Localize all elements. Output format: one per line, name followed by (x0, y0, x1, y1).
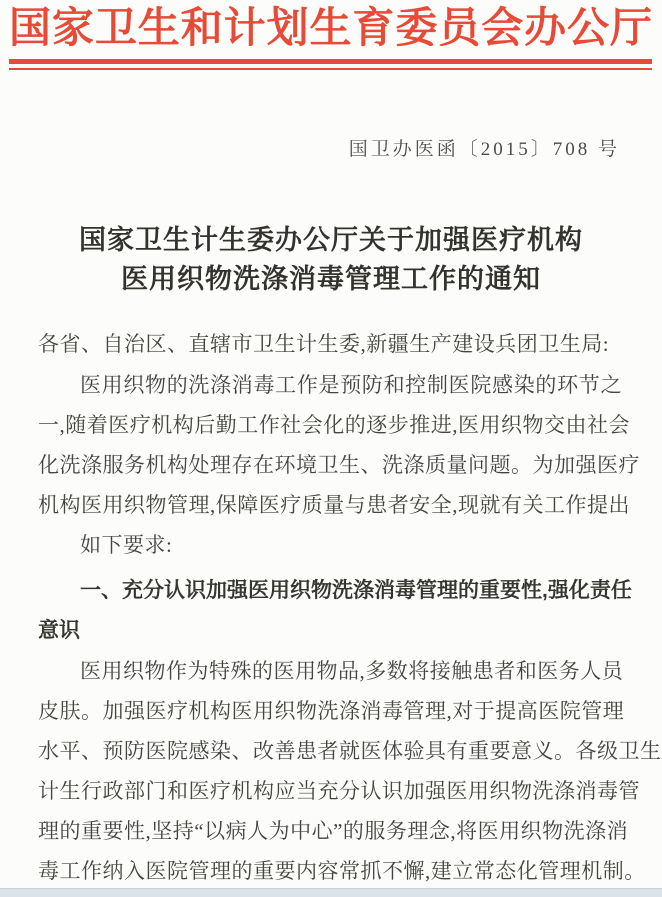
masthead-title: 国家卫生和计划生育委员会办公厅 (9, 6, 652, 52)
notice-title (0, 221, 662, 299)
masthead-rule-thick (9, 59, 652, 64)
page-bottom-strip (0, 888, 662, 897)
body-line: 机构医用织物管理,保障医疗质量与患者安全,现就有关工作提出 (38, 493, 630, 517)
body-line: 计生行政部门和医疗机构应当充分认识加强医用织物洗涤消毒管 (38, 779, 640, 803)
document-number: 国卫办医函〔2015〕708 号 (348, 139, 620, 160)
body-line: 皮肤。加强医疗机构医用织物洗涤消毒管理,对于提高医院管理 (38, 699, 625, 723)
body-line: 如下要求: (80, 533, 173, 557)
body-line: 化洗涤服务机构处理存在环境卫生、洗涤质量问题。为加强医疗 (38, 453, 640, 477)
body-line: 医用织物的洗涤消毒工作是预防和控制医院感染的环节之 (80, 373, 622, 397)
masthead-rule-thin (9, 68, 652, 70)
notice-title-line2: 医用织物洗涤消毒管理工作的通知 (121, 264, 541, 294)
body-line: 理的重要性,坚持“以病人为中心”的服务理念,将医用织物洗涤消 (38, 819, 629, 843)
body-line: 一,随着医疗机构后勤工作社会化的逐步推进,医用织物交由社会 (38, 413, 630, 437)
document-body (38, 365, 662, 891)
section-heading-line: 意识 (38, 619, 80, 642)
addressee-line: 各省、自治区、直辖市卫生计生委,新疆生产建设兵团卫生局: (38, 332, 610, 356)
body-line: 水平、预防医院感染、改善患者就医体验具有重要意义。各级卫生 (38, 739, 662, 763)
notice-title-line1: 国家卫生计生委办公厅关于加强医疗机构 (79, 225, 583, 255)
body-line: 医用织物作为特殊的医用物品,多数将接触患者和医务人员 (80, 659, 624, 683)
body-line: 毒工作纳入医院管理的重要内容常抓不懈,建立常态化管理机制。 (38, 859, 646, 883)
section-heading-line: 一、充分认识加强医用织物洗涤消毒管理的重要性,强化责任 (80, 579, 632, 602)
